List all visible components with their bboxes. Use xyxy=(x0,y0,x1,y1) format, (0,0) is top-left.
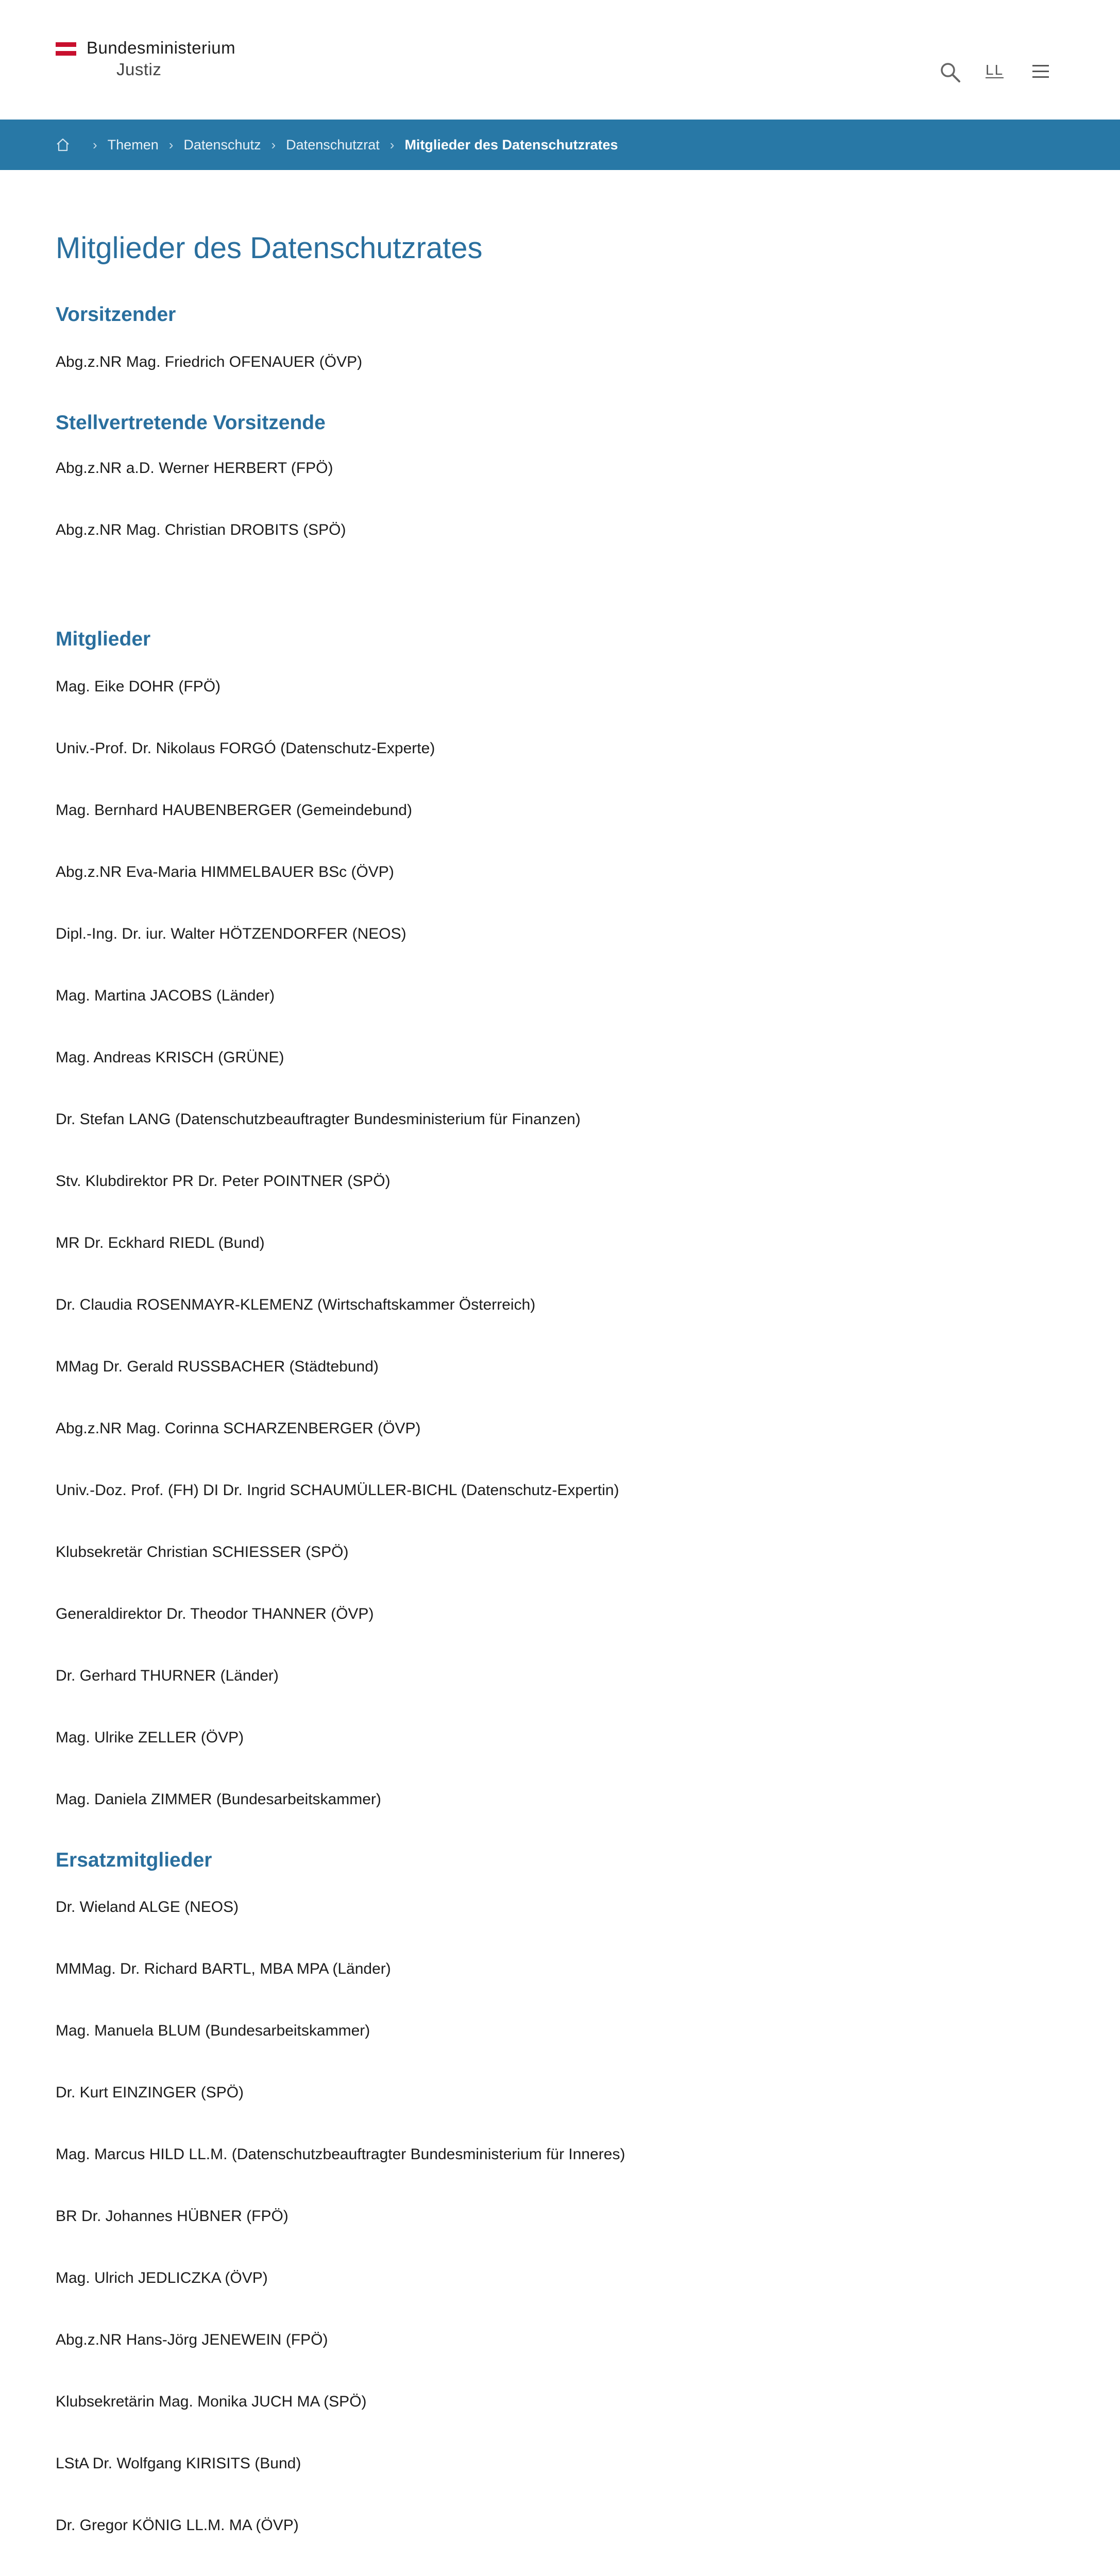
member-item: BR Dr. Johannes HÜBNER (FPÖ) xyxy=(56,2208,289,2225)
member-item: Klubsekretär Christian SCHIESSER (SPÖ) xyxy=(56,1544,349,1561)
member-item: Abg.z.NR Mag. Christian DROBITS (SPÖ) xyxy=(56,521,346,538)
member-item: Dr. Gregor KÖNIG LL.M. MA (ÖVP) xyxy=(56,2517,299,2534)
member-item: Dr. Claudia ROSENMAYR-KLEMENZ (Wirtschaftskammer Österreich) xyxy=(56,1296,536,1313)
page-title: Mitglieder des Datenschutzrates xyxy=(56,231,483,265)
member-item: Dr. Wieland ALGE (NEOS) xyxy=(56,1899,239,1916)
breadcrumb-link-datenschutz[interactable]: Datenschutz xyxy=(183,137,261,152)
breadcrumb-current: Mitglieder des Datenschutzrates xyxy=(404,137,618,152)
member-item: Abg.z.NR Eva-Maria HIMMELBAUER BSc (ÖVP) xyxy=(56,863,394,880)
member-item: Mag. Martina JACOBS (Länder) xyxy=(56,987,275,1004)
member-item: Mag. Bernhard HAUBENBERGER (Gemeindebund) xyxy=(56,802,412,819)
member-item: MMag Dr. Gerald RUSSBACHER (Städtebund) xyxy=(56,1358,379,1375)
member-item: Mag. Manuela BLUM (Bundesarbeitskammer) xyxy=(56,2022,370,2039)
logo-subtitle: Justiz xyxy=(116,60,162,79)
member-item: Mag. Ulrich JEDLICZKA (ÖVP) xyxy=(56,2269,268,2286)
member-item: Univ.-Prof. Dr. Nikolaus FORGÓ (Datenschutz-Experte) xyxy=(56,740,435,757)
language-label: LL xyxy=(986,62,1004,78)
member-item: Dipl.-Ing. Dr. iur. Walter HÖTZENDORFER (NEOS) xyxy=(56,925,406,942)
breadcrumb-link-datenschutzrat[interactable]: Datenschutzrat xyxy=(286,137,380,152)
menu-icon[interactable] xyxy=(1032,65,1049,78)
section-heading-vorsitzender: Vorsitzender xyxy=(56,303,176,326)
member-item: Klubsekretärin Mag. Monika JUCH MA (SPÖ) xyxy=(56,2393,367,2410)
site-header xyxy=(0,0,1120,120)
search-icon[interactable] xyxy=(939,61,961,83)
breadcrumb-separator: › xyxy=(389,137,395,152)
member-item: Mag. Andreas KRISCH (GRÜNE) xyxy=(56,1049,284,1066)
member-item: Abg.z.NR Mag. Friedrich OFENAUER (ÖVP) xyxy=(56,353,363,370)
member-item: Mag. Marcus HILD LL.M. (Datenschutzbeauftragter Bundesministerium für Inneres) xyxy=(56,2146,625,2163)
member-item: Abg.z.NR a.D. Werner HERBERT (FPÖ) xyxy=(56,460,333,477)
member-item: Mag. Daniela ZIMMER (Bundesarbeitskammer) xyxy=(56,1791,381,1808)
member-item: MMMag. Dr. Richard BARTL, MBA MPA (Länder) xyxy=(56,1960,391,1977)
breadcrumb-separator: › xyxy=(271,137,276,152)
member-item: Dr. Stefan LANG (Datenschutzbeauftragter Bundesministerium für Finanzen) xyxy=(56,1111,581,1128)
member-item: Mag. Eike DOHR (FPÖ) xyxy=(56,678,221,695)
section-heading-ersatzmitglieder: Ersatzmitglieder xyxy=(56,1849,212,1871)
member-item: Mag. Ulrike ZELLER (ÖVP) xyxy=(56,1729,244,1746)
breadcrumb-link-themen[interactable]: Themen xyxy=(107,137,159,152)
language-icon[interactable] xyxy=(986,62,1004,78)
section-heading-mitglieder: Mitglieder xyxy=(56,628,151,650)
member-item: MR Dr. Eckhard RIEDL (Bund) xyxy=(56,1234,265,1251)
member-item: Abg.z.NR Hans-Jörg JENEWEIN (FPÖ) xyxy=(56,2331,328,2348)
breadcrumb-separator: › xyxy=(93,137,97,152)
logo-title: Bundesministerium xyxy=(87,38,236,57)
breadcrumb xyxy=(0,120,1120,170)
home-icon[interactable] xyxy=(56,138,70,152)
member-item: Generaldirektor Dr. Theodor THANNER (ÖVP) xyxy=(56,1605,374,1622)
member-item: Abg.z.NR Mag. Corinna SCHARZENBERGER (ÖVP) xyxy=(56,1420,421,1437)
member-item: Dr. Gerhard THURNER (Länder) xyxy=(56,1667,279,1684)
member-item: LStA Dr. Wolfgang KIRISITS (Bund) xyxy=(56,2455,301,2472)
member-item: Univ.-Doz. Prof. (FH) DI Dr. Ingrid SCHAUMÜLLER-BICHL (Datenschutz-Expertin) xyxy=(56,1482,619,1499)
austria-flag-icon xyxy=(56,42,76,56)
member-item: Dr. Kurt EINZINGER (SPÖ) xyxy=(56,2084,244,2101)
section-heading-stellvertretende: Stellvertretende Vorsitzende xyxy=(56,412,326,434)
member-item: Stv. Klubdirektor PR Dr. Peter POINTNER (SPÖ) xyxy=(56,1173,391,1190)
breadcrumb-separator: › xyxy=(168,137,174,152)
